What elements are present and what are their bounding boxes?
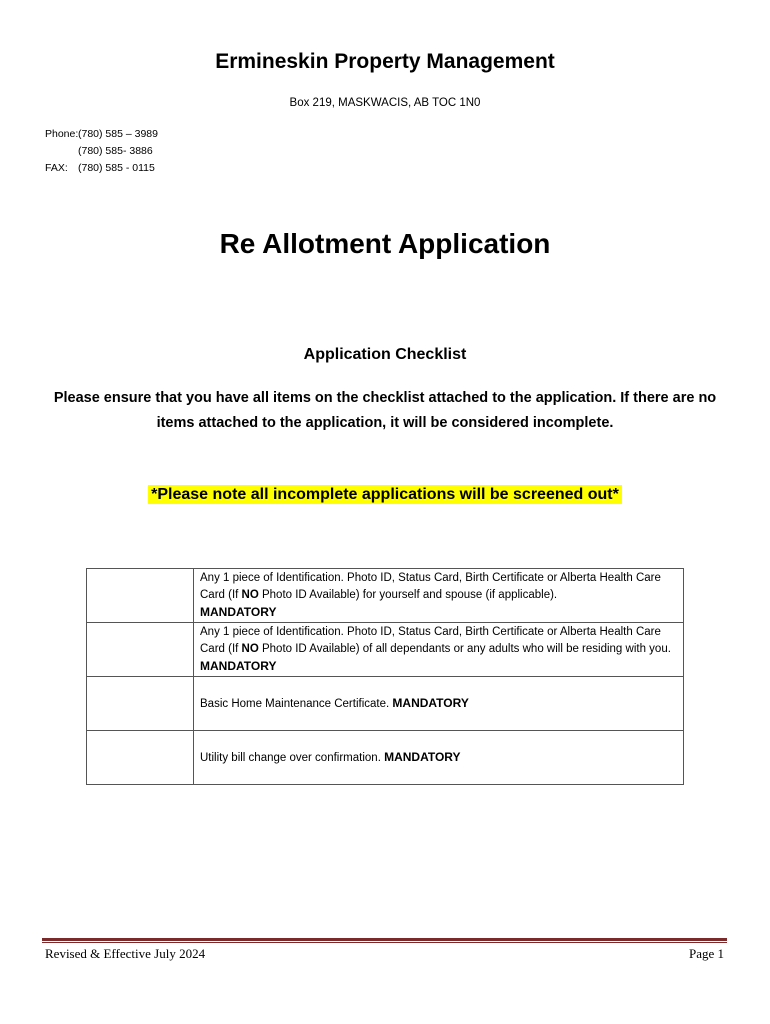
mandatory-label: MANDATORY xyxy=(384,749,461,764)
phone-number-2: (780) 585- 3886 xyxy=(78,145,153,157)
phone-line-1 xyxy=(45,128,158,140)
checklist-row-4 xyxy=(87,731,684,785)
checklist-row-3 xyxy=(87,677,684,731)
checklist-item-2: Any 1 piece of Identification. Photo ID, Status Card, Birth Certificate or Alberta Health Care Card (If NO Photo ID Available) of all dependants or any adults who will be residing with you. MANDATORY xyxy=(194,623,684,677)
checkbox-cell-2[interactable] xyxy=(87,623,194,677)
footer-divider xyxy=(42,938,727,941)
notice-container xyxy=(0,486,770,504)
checkbox-cell-1[interactable] xyxy=(87,569,194,623)
instructions-text: Please ensure that you have all items on the checklist attached to the application. If there are no items attached to the application, it will be considered incomplete. xyxy=(53,390,717,431)
mandatory-label: MANDATORY xyxy=(392,695,469,710)
footer-divider-thin xyxy=(42,942,727,943)
checklist-row-2 xyxy=(87,623,684,677)
revision-note: Revised & Effective July 2024 xyxy=(45,946,206,961)
phone-label: Phone: xyxy=(45,128,79,140)
checklist-item-1: Any 1 piece of Identification. Photo ID, Status Card, Birth Certificate or Alberta Health Care Card (If NO Photo ID Available) for yourself and spouse (if applicable). MANDATORY xyxy=(194,569,684,623)
phone-number-1: (780) 585 – 3989 xyxy=(78,128,158,140)
checklist-table xyxy=(86,568,684,785)
page-title: Re Allotment Application xyxy=(219,228,551,259)
page-number: Page 1 xyxy=(688,946,724,961)
checklist-item-4: Utility bill change over confirmation. MANDATORY xyxy=(194,731,684,785)
checklist-row-1 xyxy=(87,569,684,623)
company-name: Ermineskin Property Management xyxy=(215,50,555,73)
checklist-item-3: Basic Home Maintenance Certificate. MANDATORY xyxy=(194,677,684,731)
phone-line-2 xyxy=(45,145,153,157)
mandatory-label: MANDATORY xyxy=(200,658,277,673)
fax-number: (780) 585 - 0115 xyxy=(78,162,155,174)
checkbox-cell-3[interactable] xyxy=(87,677,194,731)
checklist-title: Application Checklist xyxy=(303,346,467,363)
fax-label: FAX: xyxy=(45,162,68,174)
fax-line xyxy=(45,162,155,174)
company-address: Box 219, MASKWACIS, AB TOC 1N0 xyxy=(289,97,481,109)
checkbox-cell-4[interactable] xyxy=(87,731,194,785)
incomplete-notice: *Please note all incomplete applications will be screened out* xyxy=(148,485,622,504)
mandatory-label: MANDATORY xyxy=(200,604,277,619)
